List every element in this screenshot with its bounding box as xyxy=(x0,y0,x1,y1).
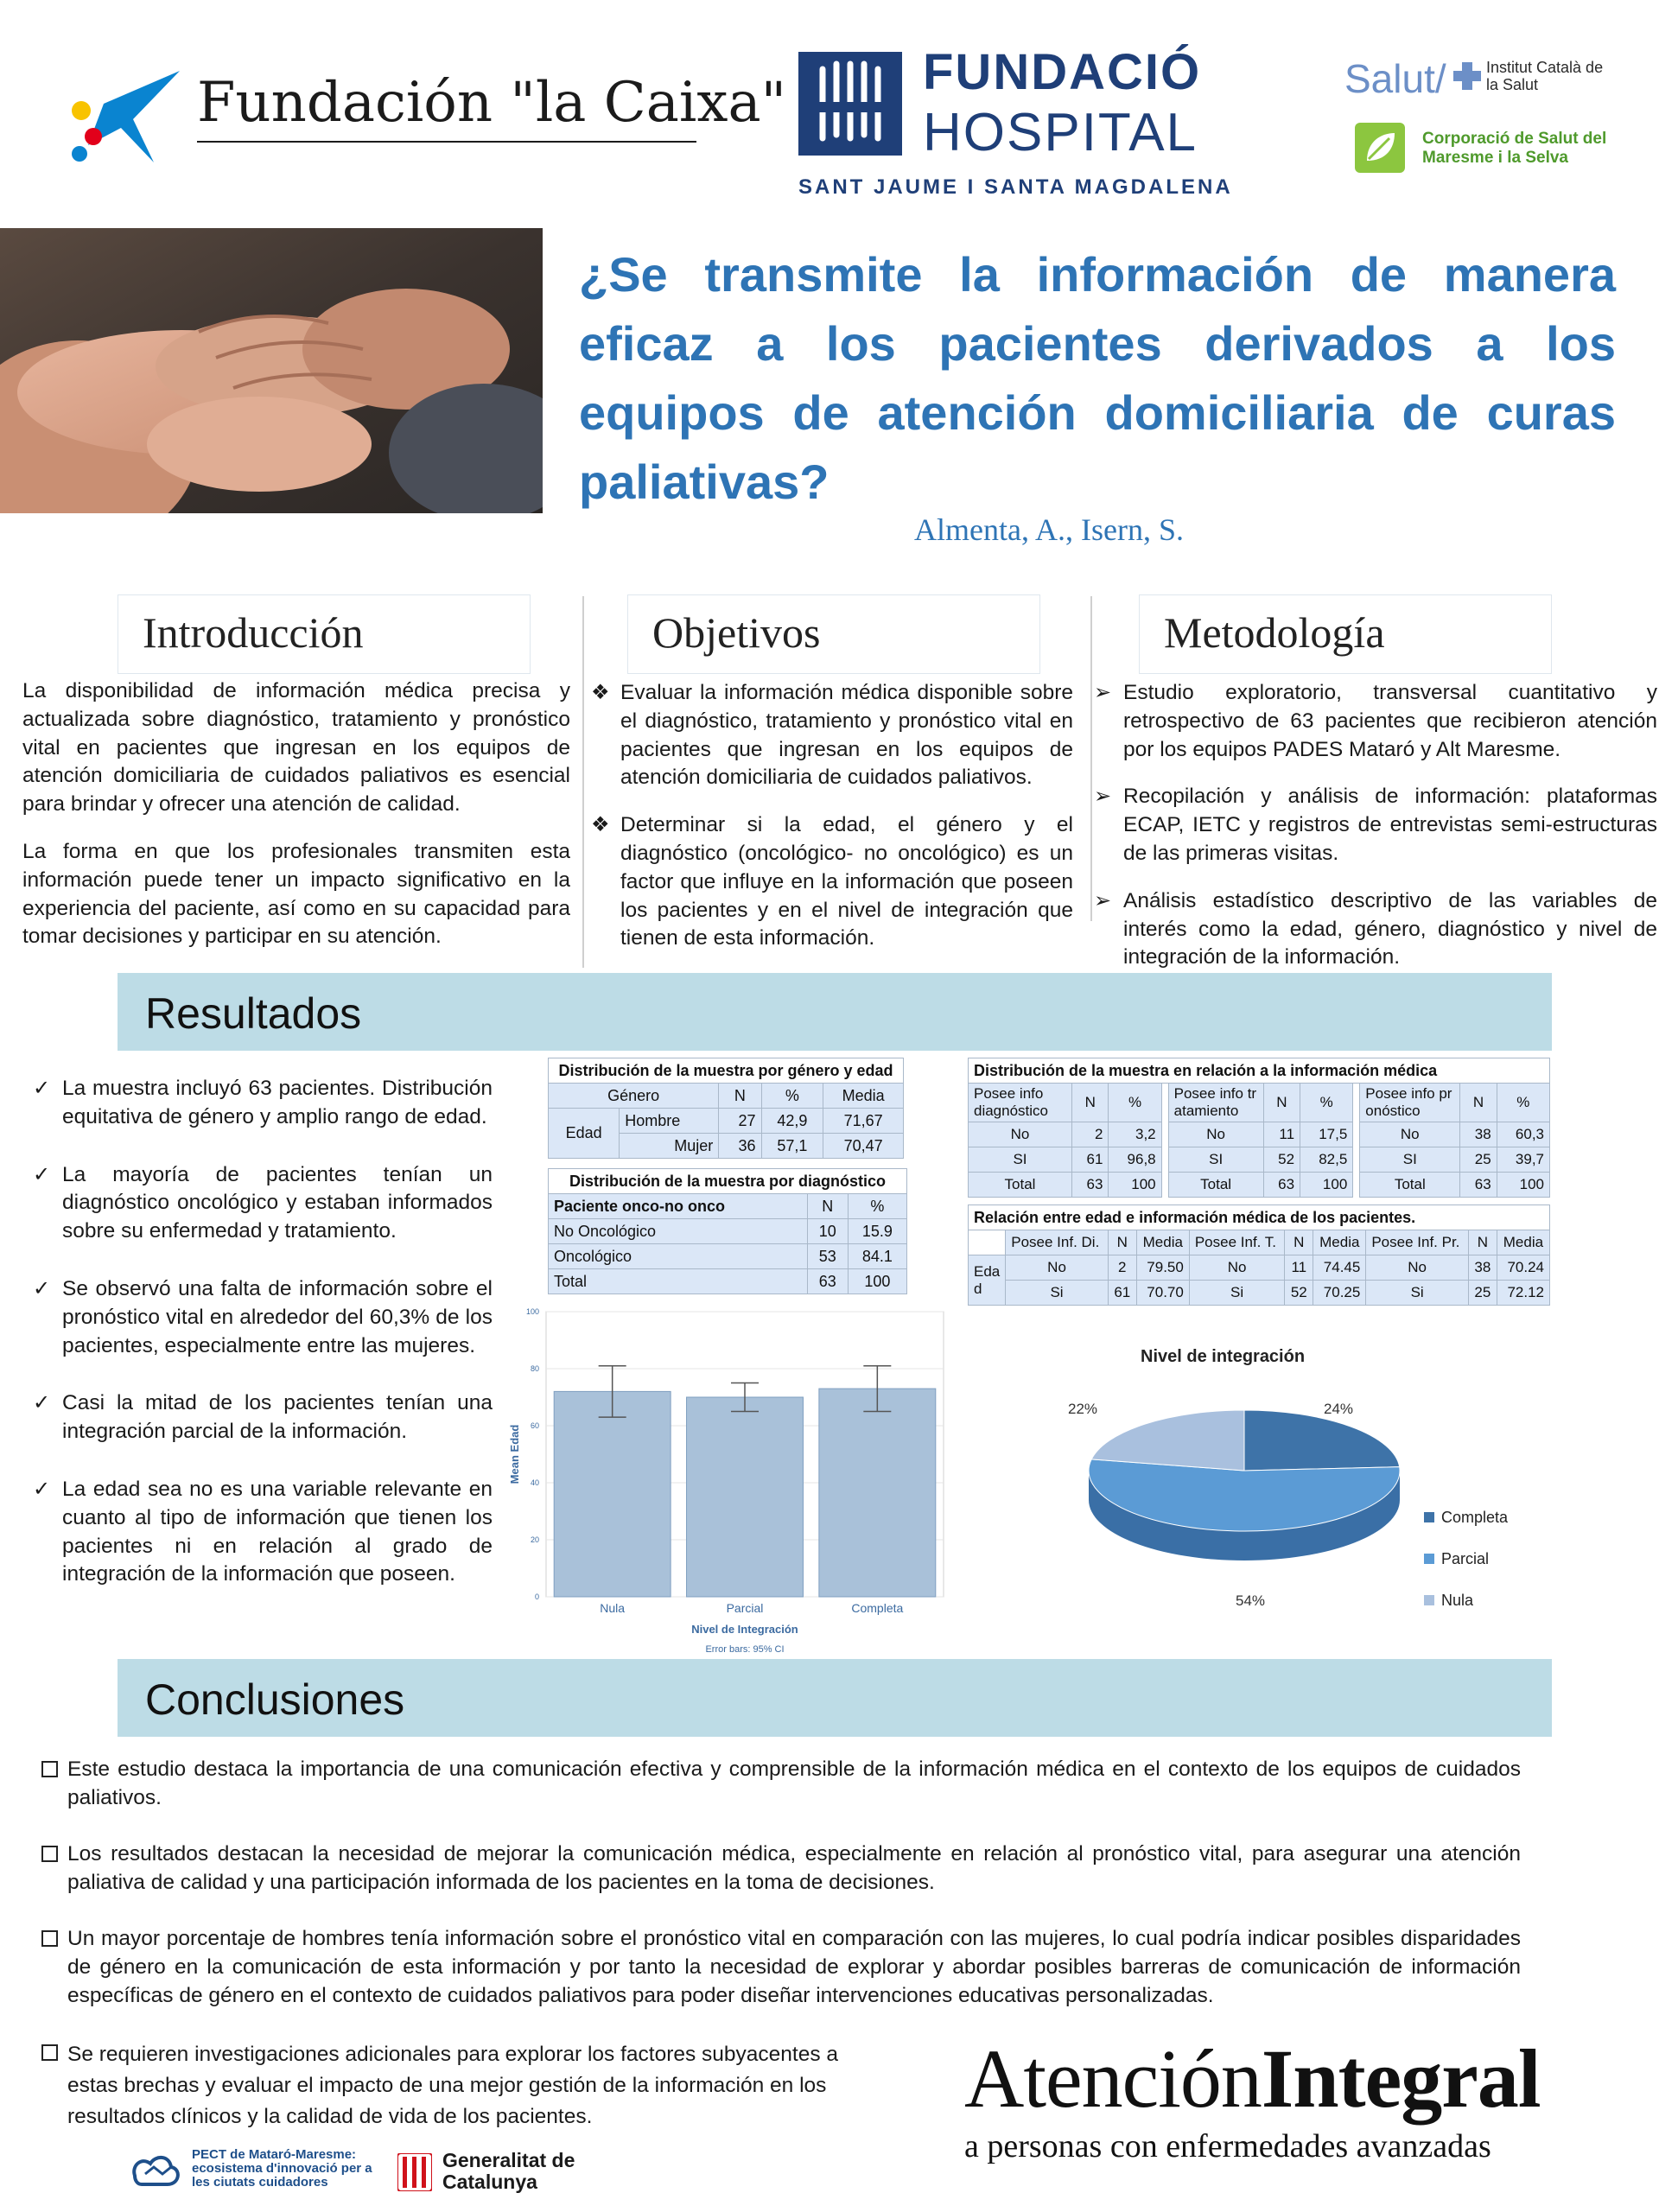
legend-label: Completa xyxy=(1441,1509,1509,1526)
y-tick-label: 0 xyxy=(534,1592,539,1601)
table-cell: 38 xyxy=(1468,1255,1497,1281)
table-header: % xyxy=(1497,1084,1549,1122)
table-header: Media xyxy=(1313,1230,1366,1255)
y-tick-label: 100 xyxy=(525,1307,539,1316)
table-header: % xyxy=(848,1194,906,1219)
conclusion-item xyxy=(41,1756,1521,1813)
y-tick-label: 20 xyxy=(530,1535,539,1544)
table-header: Media xyxy=(823,1084,904,1109)
table-cell: 61 xyxy=(1072,1147,1109,1173)
check-icon: ✓ xyxy=(33,1276,51,1300)
checkbox-bullet-icon xyxy=(41,1846,58,1862)
table-spacer xyxy=(1161,1084,1168,1122)
table-cell: 100 xyxy=(1300,1173,1353,1198)
fundacio-logo-subtitle: SANT JAUME I SANTA MAGDALENA xyxy=(798,175,1233,199)
table-header: Género xyxy=(549,1084,719,1109)
checkbox-bullet-icon xyxy=(41,2044,58,2061)
table-row xyxy=(969,1281,1550,1306)
table-cell: 2 xyxy=(1108,1255,1136,1281)
y-tick-label: 40 xyxy=(530,1478,539,1487)
table-cell: No xyxy=(969,1122,1072,1147)
table-cell: 82,5 xyxy=(1300,1147,1353,1173)
table-header: Posee Inf. Pr. xyxy=(1366,1230,1469,1255)
conclusion-text: Este estudio destaca la importancia de una comunicación efectiva y comprensible de la información médica en el contexto de los equipos de cuidados paliativos. xyxy=(67,1758,1521,1809)
table-cell: 70,47 xyxy=(823,1134,904,1159)
table-cell: Total xyxy=(549,1269,808,1294)
conclusion-text: Se requieren investigaciones adicionales para explorar los factores subyacentes a estas brechas y evaluar el impacto de una mejor gestión de la información en los resultados clínicos y la calidad de vida de los pacientes. xyxy=(67,2043,839,2128)
introduccion-text xyxy=(22,677,570,970)
x-axis-label: Nivel de Integración xyxy=(691,1623,798,1636)
table-header: N xyxy=(807,1194,848,1219)
y-tick-label: 80 xyxy=(530,1364,539,1373)
metodologia-heading-box xyxy=(1139,594,1552,674)
table-cell: No xyxy=(1366,1255,1469,1281)
column-divider xyxy=(582,596,584,968)
pect-logo-text: PECT de Mataró-Maresme: ecosistema d'innovació per a les ciutats cuidadores xyxy=(192,2147,372,2190)
table-cell: 17,5 xyxy=(1300,1122,1353,1147)
table-cell: No xyxy=(1168,1122,1263,1147)
table-caption: Distribución de la muestra por diagnóstico xyxy=(549,1169,907,1194)
introduccion-paragraph: La disponibilidad de información médica precisa y actualizada sobre diagnóstico, tratamiento y pronóstico vital en pacientes que ingresan en los equipos de atención domiciliaria de cuidados paliativos es esencial para brindar y ofrecer una atención de calidad. xyxy=(22,679,570,817)
la-caixa-star-logo xyxy=(69,69,181,164)
legend-swatch xyxy=(1424,1554,1434,1564)
bar xyxy=(819,1389,936,1597)
fundacio-hospital-mark-logo xyxy=(798,52,902,156)
la-caixa-underline xyxy=(197,141,696,143)
table-spacer xyxy=(1353,1122,1360,1147)
table-header: Posee info diagnóstico xyxy=(969,1084,1072,1122)
table-cell: 15.9 xyxy=(848,1219,906,1244)
atencion-integral-subtitle: a personas con enfermedades avanzadas xyxy=(964,2128,1491,2164)
generalitat-flag-icon xyxy=(397,2153,432,2191)
y-tick-label: 60 xyxy=(530,1421,539,1430)
table-cell: 36 xyxy=(719,1134,761,1159)
table-spacer xyxy=(1161,1147,1168,1173)
table-spacer xyxy=(1353,1084,1360,1122)
table-edad-informacion xyxy=(968,1205,1550,1306)
hands-photo xyxy=(0,228,543,513)
table-header: % xyxy=(761,1084,823,1109)
table-cell: 52 xyxy=(1263,1147,1300,1173)
poster-title: ¿Se transmite la información de manera eficaz a los pacientes derivados a los equipos de atención domiciliaria de curas paliativas? xyxy=(579,247,1616,509)
table-row xyxy=(549,1109,904,1134)
table-cell: 70.25 xyxy=(1313,1281,1366,1306)
table-cell: 100 xyxy=(848,1269,906,1294)
metodologia-heading: Metodología xyxy=(1164,608,1385,657)
table-group-label: Eda d xyxy=(969,1255,1006,1306)
table-row xyxy=(549,1244,907,1269)
table-header-empty xyxy=(969,1230,1006,1255)
introduccion-heading: Introducción xyxy=(143,608,364,657)
arrow-bullet-icon: ➢ xyxy=(1094,785,1112,809)
table-cell: 72.12 xyxy=(1497,1281,1549,1306)
legend-label: Nula xyxy=(1441,1592,1474,1609)
table-cell: 57,1 xyxy=(761,1134,823,1159)
legend-swatch xyxy=(1424,1595,1434,1605)
y-axis-label: Mean Edad xyxy=(508,1424,521,1484)
table-cell: SI xyxy=(969,1147,1072,1173)
list-item: ✓ Casi la mitad de los pacientes tenían una integración parcial de la información. xyxy=(33,1391,493,1444)
table-cell: 53 xyxy=(807,1244,848,1269)
table-cell: 63 xyxy=(1460,1173,1497,1198)
conclusiones-heading: Conclusiones xyxy=(145,1675,405,1724)
table-header: N xyxy=(1285,1230,1313,1255)
table-cell: Oncológico xyxy=(549,1244,808,1269)
list-item: ✓ La mayoría de pacientes tenían un diagnóstico oncológico y estaban informados sobre su enfermedad y tratamiento. xyxy=(33,1162,493,1243)
list-item: ✓ La muestra incluyó 63 pacientes. Distribución equitativa de género y amplio rango de edad. xyxy=(33,1077,493,1128)
table-row xyxy=(969,1147,1550,1173)
chart-note: Error bars: 95% CI xyxy=(705,1644,785,1655)
list-item: ➢ Recopilación y análisis de información: plataformas ECAP, IETC y registros de entrevistas semi-estructuras de las primeras visitas. xyxy=(1094,785,1657,865)
introduccion-heading-box xyxy=(118,594,531,674)
table-spacer xyxy=(1161,1173,1168,1198)
table-spacer xyxy=(1161,1122,1168,1147)
check-icon: ✓ xyxy=(33,1077,51,1100)
table-header: N xyxy=(719,1084,761,1109)
table-cell: 71,67 xyxy=(823,1109,904,1134)
table-cell: Total xyxy=(969,1173,1072,1198)
table-cell: 63 xyxy=(1072,1173,1109,1198)
objetivos-list xyxy=(591,679,1073,972)
slice-label: 22% xyxy=(1068,1401,1098,1417)
fundacio-logo-line1: FUNDACIÓ xyxy=(923,44,1202,100)
table-cell: Si xyxy=(1189,1281,1284,1306)
conclusion-item xyxy=(41,1925,1521,2010)
table-cell: 84.1 xyxy=(848,1244,906,1269)
objetivos-heading-box xyxy=(627,594,1040,674)
table-group-label: Edad xyxy=(549,1109,620,1159)
pect-logo-icon xyxy=(130,2150,183,2191)
resultados-band xyxy=(118,973,1552,1051)
table-header: Paciente onco-no onco xyxy=(549,1194,808,1219)
la-caixa-logo-text: Fundación "la Caixa" xyxy=(197,71,787,135)
legend-swatch xyxy=(1424,1512,1434,1522)
table-cell: Mujer xyxy=(620,1134,719,1159)
table-cell: 60,3 xyxy=(1497,1122,1549,1147)
pie-slice xyxy=(1244,1410,1400,1471)
table-cell: 27 xyxy=(719,1109,761,1134)
table-cell: 70.70 xyxy=(1136,1281,1189,1306)
fundacio-logo-line2: HOSPITAL xyxy=(923,103,1198,162)
table-diagnostico xyxy=(548,1168,907,1294)
x-tick-label: Nula xyxy=(600,1601,626,1615)
table-cell: 74.45 xyxy=(1313,1255,1366,1281)
pie-chart-nivel-integracion xyxy=(1002,1341,1538,1626)
checkbox-bullet-icon xyxy=(41,1930,58,1947)
table-cell: 11 xyxy=(1263,1122,1300,1147)
table-cell: 2 xyxy=(1072,1122,1109,1147)
check-icon: ✓ xyxy=(33,1477,51,1501)
table-cell: 52 xyxy=(1285,1281,1313,1306)
list-item: ✓ La edad sea no es una variable relevante en cuanto al tipo de información que tienen los pacientes ni en relación al grado de integración de la información que poseen. xyxy=(33,1477,493,1586)
conclusion-item xyxy=(41,2039,854,2133)
metodologia-list xyxy=(1094,679,1657,991)
authors: Almenta, A., Isern, S. xyxy=(914,512,1184,547)
table-cell: No xyxy=(1006,1255,1109,1281)
table-cell: SI xyxy=(1168,1147,1263,1173)
table-cell: Hombre xyxy=(620,1109,719,1134)
table-header: N xyxy=(1460,1084,1497,1122)
generalitat-logo-text: Generalitat de Catalunya xyxy=(442,2149,575,2193)
list-item: ❖ Determinar si la edad, el género y el diagnóstico (oncológico- no oncológico) es un factor que influye en la información que poseen los pacientes y en el nivel de integración que tienen de esta información. xyxy=(591,813,1073,950)
table-cell: Si xyxy=(1006,1281,1109,1306)
list-item: ➢ Análisis estadístico descriptivo de las variables de interés como la edad, género, diagnóstico y nivel de integración de la información. xyxy=(1094,888,1657,969)
table-cell: 39,7 xyxy=(1497,1147,1549,1173)
table-cell: Total xyxy=(1168,1173,1263,1198)
table-cell: 25 xyxy=(1460,1147,1497,1173)
list-item: ❖ Evaluar la información médica disponible sobre el diagnóstico, tratamiento y pronóstico vital en pacientes que ingresan en los equipos de atención domiciliaria de cuidados paliativos. xyxy=(591,681,1073,790)
table-cell: 100 xyxy=(1109,1173,1161,1198)
check-icon: ✓ xyxy=(33,1391,51,1415)
table-header: N xyxy=(1263,1084,1300,1122)
table-header: N xyxy=(1468,1230,1497,1255)
x-tick-label: Parcial xyxy=(726,1601,764,1615)
table-cell: 11 xyxy=(1285,1255,1313,1281)
table-row xyxy=(969,1255,1550,1281)
table-caption: Distribución de la muestra por género y edad xyxy=(549,1058,904,1084)
arrow-bullet-icon: ➢ xyxy=(1094,681,1112,704)
ics-logo-text: Institut Català de la Salut xyxy=(1486,59,1604,93)
table-header: % xyxy=(1109,1084,1161,1122)
table-cell: 63 xyxy=(807,1269,848,1294)
table-spacer xyxy=(1353,1147,1360,1173)
table-cell: 79.50 xyxy=(1136,1255,1189,1281)
bar-chart-mean-edad xyxy=(505,1303,971,1657)
table-cell: 10 xyxy=(807,1219,848,1244)
table-cell: 63 xyxy=(1263,1173,1300,1198)
cross-icon xyxy=(1452,60,1483,92)
table-cell: No xyxy=(1360,1122,1460,1147)
table-header: Media xyxy=(1497,1230,1549,1255)
corporacio-logo-text: Corporació de Salut del Maresme i la Selva xyxy=(1422,130,1607,167)
table-row xyxy=(969,1173,1550,1198)
table-cell: 3,2 xyxy=(1109,1122,1161,1147)
table-header: Posee info tr atamiento xyxy=(1168,1084,1263,1122)
arrow-bullet-icon: ➢ xyxy=(1094,888,1112,912)
table-cell: 25 xyxy=(1468,1281,1497,1306)
table-header: Media xyxy=(1136,1230,1189,1255)
checkbox-bullet-icon xyxy=(41,1761,58,1777)
table-header: Posee info pr onóstico xyxy=(1360,1084,1460,1122)
resultados-list xyxy=(33,1075,493,1618)
list-item: ➢ Estudio exploratorio, transversal cuantitativo y retrospectivo de 63 pacientes que recibieron atención por los equipos PADES Mataró y Alt Maresme. xyxy=(1094,681,1657,761)
chart-title: Nivel de integración xyxy=(1141,1347,1306,1366)
table-cell: 70.24 xyxy=(1497,1255,1549,1281)
table-cell: Total xyxy=(1360,1173,1460,1198)
conclusiones-band xyxy=(118,1659,1552,1737)
salut-logo-text: Salut/ xyxy=(1344,56,1446,101)
introduccion-paragraph: La forma en que los profesionales transmiten esta información puede tener un impacto significativo en la experiencia del paciente, así como en su capacidad para tomar decisiones y participar en su atención. xyxy=(22,839,570,949)
table-informacion-medica xyxy=(968,1058,1550,1198)
atencion-integral-logo: AtenciónIntegral xyxy=(964,2032,1541,2125)
conclusion-text: Los resultados destacan la necesidad de mejorar la comunicación médica, especialmente en relación al pronóstico vital, para asegurar una atención paliativa de calidad y una participación informada de los pacientes en la toma de decisiones. xyxy=(67,1842,1521,1894)
table-row xyxy=(549,1269,907,1294)
table-cell: No xyxy=(1189,1255,1284,1281)
resultados-heading: Resultados xyxy=(145,989,362,1038)
bar xyxy=(554,1391,671,1597)
table-cell: 96,8 xyxy=(1109,1147,1161,1173)
table-cell: 38 xyxy=(1460,1122,1497,1147)
list-item: ✓ Se observó una falta de información sobre el pronóstico vital en alrededor del 60,3% de los pacientes, especialmente entre las mujeres. xyxy=(33,1276,493,1357)
table-spacer xyxy=(1353,1173,1360,1198)
table-caption: Relación entre edad e información médica de los pacientes. xyxy=(969,1205,1550,1230)
table-cell: No Oncológico xyxy=(549,1219,808,1244)
table-cell: SI xyxy=(1360,1147,1460,1173)
table-caption: Distribución de la muestra en relación a la información médica xyxy=(969,1058,1550,1084)
conclusion-item xyxy=(41,1840,1521,1897)
bar xyxy=(687,1397,804,1597)
table-cell: 42,9 xyxy=(761,1109,823,1134)
check-icon: ✓ xyxy=(33,1162,51,1186)
table-header: N xyxy=(1108,1230,1136,1255)
x-tick-label: Completa xyxy=(851,1601,904,1615)
column-divider xyxy=(1090,596,1092,921)
diamond-bullet-icon: ❖ xyxy=(591,813,610,837)
table-cell: 100 xyxy=(1497,1173,1549,1198)
corporacio-leaf-icon xyxy=(1355,123,1405,173)
table-row xyxy=(969,1122,1550,1147)
table-genero-edad xyxy=(548,1058,904,1159)
table-header: % xyxy=(1300,1084,1353,1122)
conclusion-text: Un mayor porcentaje de hombres tenía información sobre el pronóstico vital en comparación con las mujeres, lo cual podría indicar posibles disparidades de género en la comunicación de esta información y por tanto la necesidad de explorar y abordar posibles barreras de comunicación de información específicas de género en el contexto de cuidados paliativos para poder diseñar intervenciones educativas personalizadas. xyxy=(67,1927,1521,2007)
table-header: Posee Inf. Di. xyxy=(1006,1230,1109,1255)
diamond-bullet-icon: ❖ xyxy=(591,681,610,704)
legend-label: Parcial xyxy=(1441,1550,1490,1567)
table-header: N xyxy=(1072,1084,1109,1122)
slice-label: 54% xyxy=(1236,1592,1266,1609)
table-header: Posee Inf. T. xyxy=(1189,1230,1284,1255)
table-row xyxy=(549,1219,907,1244)
table-cell: 61 xyxy=(1108,1281,1136,1306)
table-cell: Si xyxy=(1366,1281,1469,1306)
slice-label: 24% xyxy=(1324,1401,1354,1417)
objetivos-heading: Objetivos xyxy=(652,608,821,657)
